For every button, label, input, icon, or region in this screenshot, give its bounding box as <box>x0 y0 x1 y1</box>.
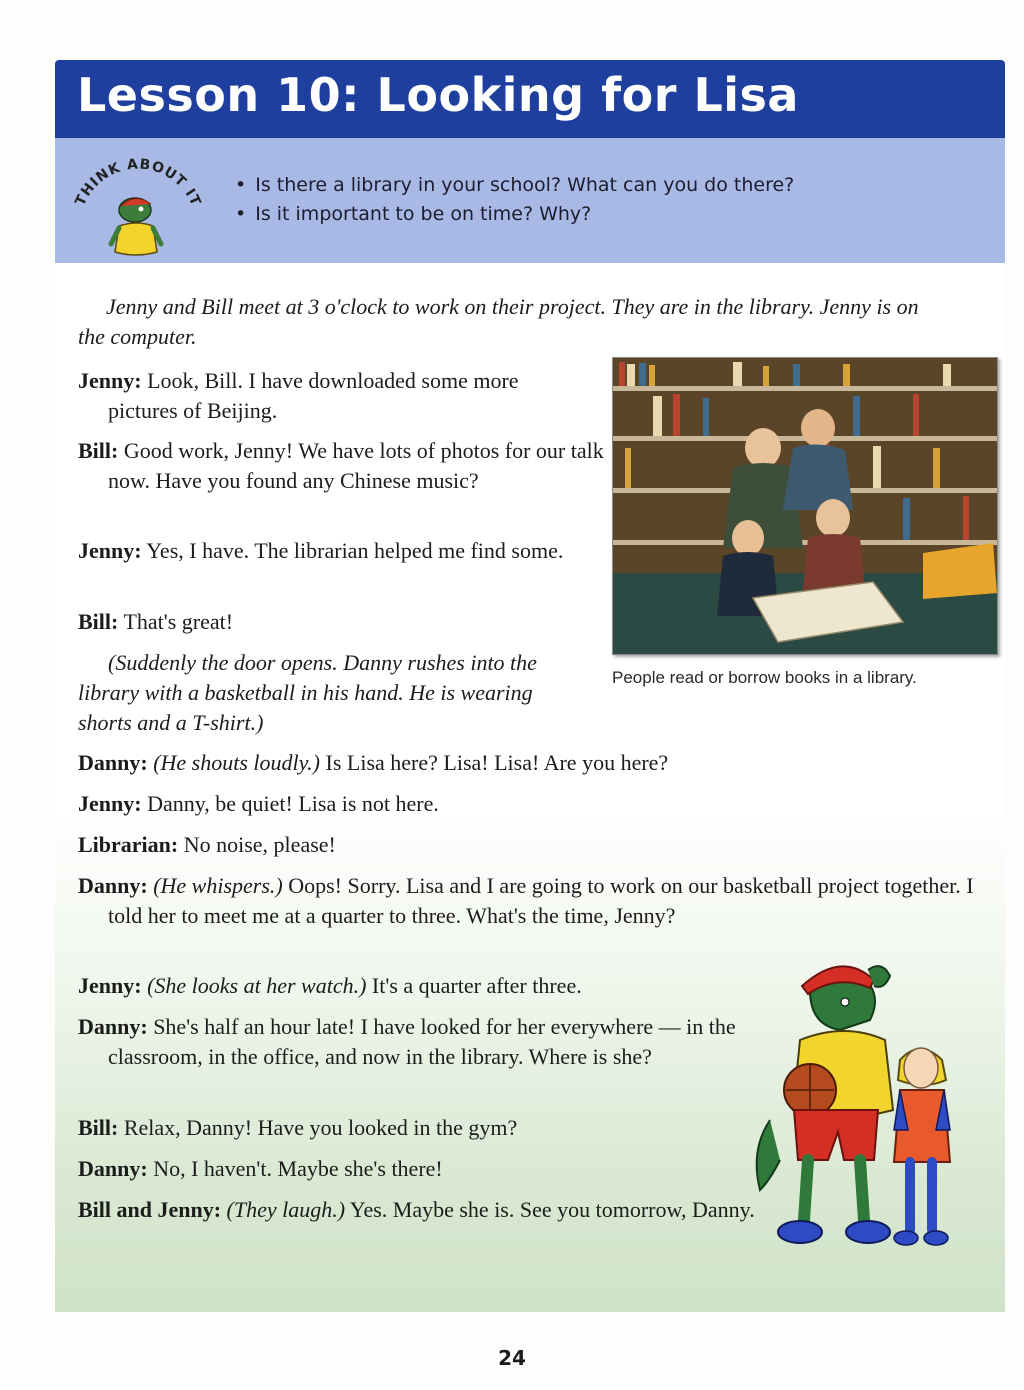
speaker: Bill: <box>78 609 119 634</box>
speaker: Jenny: <box>78 973 142 998</box>
library-photo <box>612 357 998 655</box>
action-direction: (He whispers.) <box>153 873 283 898</box>
dialogue-line <box>78 1012 768 1072</box>
question-item: • Is there a library in your school? What can you do there? <box>235 174 794 196</box>
dialogue-line <box>78 971 768 1001</box>
dialogue-text: That's great! <box>123 609 234 634</box>
dialogue-line <box>78 607 618 637</box>
speaker: Bill: <box>78 1115 119 1140</box>
intro-paragraph: Jenny and Bill meet at 3 o'clock to work on their project. They are in the library. Jenny is on the computer. <box>78 294 919 349</box>
dialogue-line <box>78 871 1013 931</box>
action-direction: (He shouts loudly.) <box>153 750 321 775</box>
dialogue-line <box>78 1113 768 1143</box>
dialogue-line <box>78 436 618 496</box>
speaker: Danny: <box>78 1014 148 1039</box>
speaker: Jenny: <box>78 368 142 393</box>
dialogue-line <box>78 366 578 426</box>
dialogue-line <box>78 748 1008 778</box>
speaker: Librarian: <box>78 832 179 857</box>
think-about-it-panel <box>55 138 1005 263</box>
think-about-it-questions <box>235 174 794 232</box>
dialogue-text: Yes. Maybe she is. See you tomorrow, Danny. <box>349 1197 755 1222</box>
speaker: Jenny: <box>78 791 142 816</box>
think-about-it-badge <box>63 144 213 259</box>
dialogue-text: Look, Bill. I have downloaded some more pictures of Beijing. <box>108 368 519 423</box>
dialogue-text: Danny, be quiet! Lisa is not here. <box>147 791 439 816</box>
speaker: Danny: <box>78 1156 148 1181</box>
question-item: • Is it important to be on time? Why? <box>235 203 794 225</box>
speaker: Jenny: <box>78 538 142 563</box>
dialogue-line <box>78 789 1008 819</box>
action-direction: (She looks at her watch.) <box>147 973 367 998</box>
speaker: Danny: <box>78 750 148 775</box>
dialogue-text: No, I haven't. Maybe she's there! <box>153 1156 443 1181</box>
speaker: Bill: <box>78 438 119 463</box>
stage-direction: (Suddenly the door opens. Danny rushes into the library with a basketball in his hand. He is wearing shorts and a T-shirt.) <box>78 650 537 735</box>
dialogue-text: Is Lisa here? Lisa! Lisa! Are you here? <box>325 750 669 775</box>
dialogue-text: She's half an hour late! I have looked for her everywhere — in the classroom, in the office, and now in the library. Where is she? <box>108 1014 736 1069</box>
badge-text: THINK ABOUT IT <box>72 156 204 210</box>
dialogue-line <box>78 536 618 566</box>
library-photo-illustration <box>613 358 997 654</box>
danny-and-girl-cartoon <box>750 950 970 1280</box>
dialogue-text: No noise, please! <box>183 832 336 857</box>
dialogue-text: Relax, Danny! Have you looked in the gym? <box>123 1115 518 1140</box>
action-direction: (They laugh.) <box>226 1197 346 1222</box>
speaker: Danny: <box>78 873 148 898</box>
page-number: 24 <box>498 1346 526 1370</box>
dialogue-text: It's a quarter after three. <box>371 973 582 998</box>
dialogue-line <box>78 1195 773 1225</box>
lesson-title: Lesson 10: Looking for Lisa <box>77 68 799 122</box>
speaker: Bill and Jenny: <box>78 1197 222 1222</box>
lesson-title-bar <box>55 60 1005 138</box>
dialogue-text: Yes, I have. The librarian helped me find some. <box>146 538 564 563</box>
dialogue-line <box>78 830 1008 860</box>
dialogue-text: Good work, Jenny! We have lots of photos for our talk now. Have you found any Chinese music? <box>108 438 604 493</box>
dialogue-line <box>78 1154 768 1184</box>
girl-character <box>894 1048 950 1245</box>
danny-dinosaur <box>757 966 893 1243</box>
photo-caption: People read or borrow books in a library. <box>612 668 917 687</box>
dialogue-text: Oops! Sorry. Lisa and I are going to work on our basketball project together. I told her to meet me at a quarter to three. What's the time, Jenny? <box>108 873 974 928</box>
